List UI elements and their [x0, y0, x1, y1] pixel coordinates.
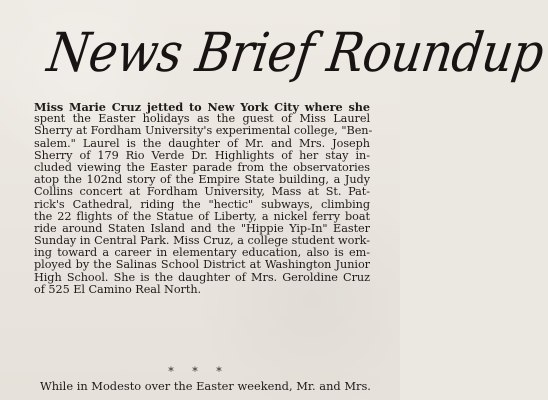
- article-line-5: Sherry of 179 Rio Verde Dr. Highlights of her stay in-: [34, 148, 370, 162]
- article-line-11: ride around Staten Island and the "Hippie Yip-In" Easter: [34, 221, 370, 235]
- article-line-3: Sherry at Fordham University's experimental college, "Ben-: [34, 124, 373, 138]
- next-article-line: While in Modesto over the Easter weekend, Mr. and Mrs.: [40, 379, 371, 393]
- article-line-4: salem." Laurel is the daughter of Mr. and Mrs. Joseph: [34, 136, 370, 150]
- article-body: [34, 100, 373, 363]
- article-line-9: rick's Cathedral, riding the "hectic" subways, climbing: [34, 197, 370, 211]
- article-line-12: Sunday in Central Park. Miss Cruz, a college student work-: [34, 234, 370, 248]
- article-line-1: Miss Marie Cruz jetted to New York City where she: [34, 100, 370, 114]
- headline: News Brief Roundup: [43, 21, 548, 85]
- divider-mark: *: [192, 365, 198, 378]
- article-line-15: High School. She is the daughter of Mrs. Geroldine Cruz: [34, 270, 370, 284]
- section-divider: [167, 366, 223, 378]
- article-line-2: spent the Easter holidays as the guest of Miss Laurel: [34, 112, 370, 126]
- article-line-13: ing toward a career in elementary education, also is em-: [34, 246, 370, 260]
- article-line-6: cluded viewing the Easter parade from the observatories: [34, 160, 370, 174]
- article-line-7: atop the 102nd story of the Empire State building, a Judy: [34, 173, 370, 187]
- divider-mark: *: [168, 365, 174, 378]
- article-line-10: the 22 flights of the Statue of Liberty, a nickel ferry boat: [34, 209, 370, 223]
- article-line-16: of 525 El Camino Real North.: [34, 282, 202, 296]
- article-line-14: ployed by the Salinas School District at Washington Junior: [34, 258, 370, 272]
- article-line-8: Collins concert at Fordham University, Mass at St. Pat-: [34, 185, 370, 199]
- divider-mark: *: [216, 365, 222, 378]
